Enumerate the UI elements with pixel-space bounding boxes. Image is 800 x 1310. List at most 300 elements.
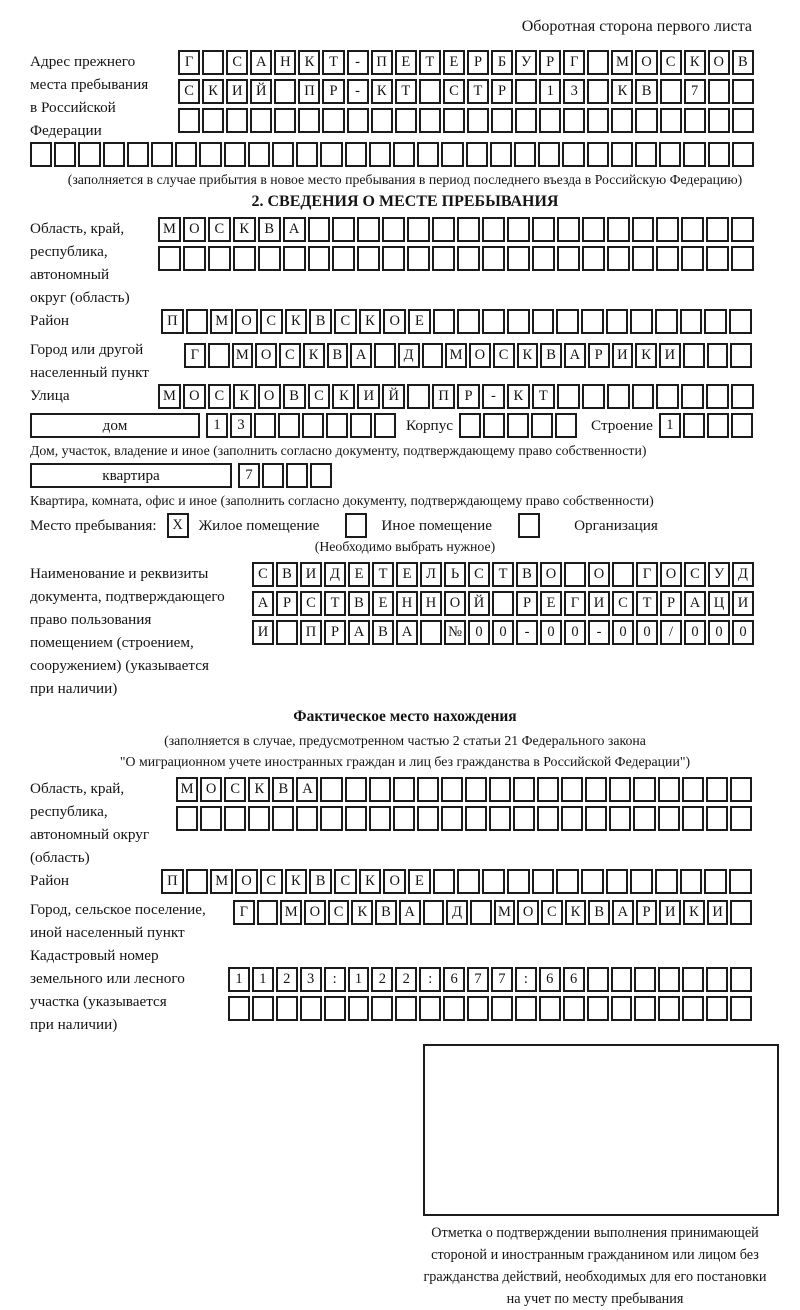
char-cell[interactable]: [420, 620, 442, 645]
char-cell[interactable]: И: [707, 900, 729, 925]
char-cell[interactable]: В: [588, 900, 610, 925]
char-cell[interactable]: [507, 246, 530, 271]
char-cell[interactable]: [561, 777, 583, 802]
char-cell[interactable]: И: [612, 343, 634, 368]
char-cell[interactable]: Р: [276, 591, 298, 616]
char-cell[interactable]: О: [183, 384, 206, 409]
char-cell[interactable]: [382, 217, 405, 242]
char-cell[interactable]: С: [468, 562, 490, 587]
char-cell[interactable]: И: [300, 562, 322, 587]
char-cell[interactable]: [308, 246, 331, 271]
char-cell[interactable]: [630, 309, 653, 334]
char-cell[interactable]: К: [684, 50, 706, 75]
char-cell[interactable]: Т: [532, 384, 555, 409]
char-cell[interactable]: 0: [708, 620, 730, 645]
char-cell[interactable]: Р: [324, 620, 346, 645]
char-cell[interactable]: [457, 869, 480, 894]
char-cell[interactable]: [532, 246, 555, 271]
char-cell[interactable]: А: [612, 900, 634, 925]
char-cell[interactable]: [186, 869, 209, 894]
char-cell[interactable]: [708, 142, 730, 167]
char-cell[interactable]: [632, 246, 655, 271]
char-cell[interactable]: [395, 996, 417, 1021]
char-cell[interactable]: [322, 108, 344, 133]
char-cell[interactable]: [581, 869, 604, 894]
char-cell[interactable]: [587, 79, 609, 104]
char-cell[interactable]: В: [516, 562, 538, 587]
char-cell[interactable]: М: [210, 869, 233, 894]
char-cell[interactable]: [563, 996, 585, 1021]
char-cell[interactable]: Е: [395, 50, 417, 75]
char-cell[interactable]: [350, 413, 372, 438]
char-cell[interactable]: О: [635, 50, 657, 75]
char-cell[interactable]: [507, 413, 529, 438]
char-cell[interactable]: [607, 384, 630, 409]
char-cell[interactable]: О: [304, 900, 326, 925]
char-cell[interactable]: О: [255, 343, 277, 368]
char-cell[interactable]: В: [309, 869, 332, 894]
char-cell[interactable]: [491, 996, 513, 1021]
char-cell[interactable]: Н: [420, 591, 442, 616]
char-cell[interactable]: [585, 806, 607, 831]
char-cell[interactable]: 6: [563, 967, 585, 992]
char-cell[interactable]: [587, 967, 609, 992]
char-cell[interactable]: [557, 217, 580, 242]
char-cell[interactable]: М: [280, 900, 302, 925]
char-cell[interactable]: С: [208, 384, 231, 409]
char-cell[interactable]: [347, 108, 369, 133]
char-cell[interactable]: [228, 996, 250, 1021]
char-cell[interactable]: С: [178, 79, 200, 104]
char-cell[interactable]: [158, 246, 181, 271]
char-cell[interactable]: К: [202, 79, 224, 104]
char-cell[interactable]: 0: [732, 620, 754, 645]
char-cell[interactable]: М: [445, 343, 467, 368]
char-cell[interactable]: [298, 108, 320, 133]
char-cell[interactable]: [202, 108, 224, 133]
char-cell[interactable]: А: [684, 591, 706, 616]
char-cell[interactable]: С: [334, 869, 357, 894]
char-cell[interactable]: [467, 996, 489, 1021]
char-cell[interactable]: [432, 217, 455, 242]
char-cell[interactable]: [682, 996, 704, 1021]
char-cell[interactable]: [432, 246, 455, 271]
char-cell[interactable]: [357, 217, 380, 242]
char-cell[interactable]: П: [298, 79, 320, 104]
char-cell[interactable]: О: [469, 343, 491, 368]
char-cell[interactable]: [407, 384, 430, 409]
char-cell[interactable]: К: [635, 343, 657, 368]
char-cell[interactable]: И: [357, 384, 380, 409]
char-cell[interactable]: И: [588, 591, 610, 616]
char-cell[interactable]: [606, 869, 629, 894]
char-cell[interactable]: К: [565, 900, 587, 925]
char-cell[interactable]: Е: [348, 562, 370, 587]
char-cell[interactable]: Г: [233, 900, 255, 925]
char-cell[interactable]: [371, 108, 393, 133]
char-cell[interactable]: [224, 806, 246, 831]
char-cell[interactable]: С: [334, 309, 357, 334]
char-cell[interactable]: Р: [636, 900, 658, 925]
char-cell[interactable]: [587, 50, 609, 75]
char-cell[interactable]: К: [611, 79, 633, 104]
char-cell[interactable]: [103, 142, 125, 167]
char-cell[interactable]: И: [659, 343, 681, 368]
char-cell[interactable]: Е: [540, 591, 562, 616]
char-cell[interactable]: Й: [250, 79, 272, 104]
char-cell[interactable]: [582, 384, 605, 409]
char-cell[interactable]: Р: [457, 384, 480, 409]
char-cell[interactable]: К: [233, 217, 256, 242]
char-cell[interactable]: А: [396, 620, 418, 645]
char-cell[interactable]: Е: [443, 50, 465, 75]
char-cell[interactable]: [296, 806, 318, 831]
char-cell[interactable]: [706, 806, 728, 831]
char-cell[interactable]: К: [248, 777, 270, 802]
char-cell[interactable]: -: [516, 620, 538, 645]
char-cell[interactable]: К: [233, 384, 256, 409]
char-cell[interactable]: К: [351, 900, 373, 925]
char-cell[interactable]: [655, 309, 678, 334]
char-cell[interactable]: С: [300, 591, 322, 616]
char-cell[interactable]: [632, 217, 655, 242]
char-cell[interactable]: [635, 108, 657, 133]
char-cell[interactable]: [581, 309, 604, 334]
char-cell[interactable]: [706, 967, 728, 992]
char-cell[interactable]: [729, 869, 752, 894]
char-cell[interactable]: Д: [324, 562, 346, 587]
char-cell[interactable]: [457, 246, 480, 271]
char-cell[interactable]: №: [444, 620, 466, 645]
char-cell[interactable]: С: [493, 343, 515, 368]
char-cell[interactable]: [419, 996, 441, 1021]
char-cell[interactable]: [417, 806, 439, 831]
char-cell[interactable]: О: [517, 900, 539, 925]
char-cell[interactable]: П: [161, 869, 184, 894]
char-cell[interactable]: И: [732, 591, 754, 616]
char-cell[interactable]: Р: [539, 50, 561, 75]
char-cell[interactable]: [393, 806, 415, 831]
char-cell[interactable]: [706, 217, 729, 242]
char-cell[interactable]: К: [332, 384, 355, 409]
char-cell[interactable]: [369, 142, 391, 167]
char-cell[interactable]: [556, 869, 579, 894]
char-cell[interactable]: [704, 309, 727, 334]
char-cell[interactable]: [262, 463, 284, 488]
char-cell[interactable]: К: [359, 869, 382, 894]
char-cell[interactable]: [224, 142, 246, 167]
char-cell[interactable]: Д: [398, 343, 420, 368]
char-cell[interactable]: [557, 384, 580, 409]
char-cell[interactable]: К: [285, 309, 308, 334]
char-cell[interactable]: [537, 806, 559, 831]
char-cell[interactable]: [611, 967, 633, 992]
char-cell[interactable]: 3: [230, 413, 252, 438]
char-cell[interactable]: 7: [684, 79, 706, 104]
char-cell[interactable]: [308, 217, 331, 242]
char-cell[interactable]: [729, 309, 752, 334]
char-cell[interactable]: А: [250, 50, 272, 75]
char-cell[interactable]: У: [515, 50, 537, 75]
char-cell[interactable]: М: [210, 309, 233, 334]
checkbox-other-premises[interactable]: [345, 513, 367, 538]
char-cell[interactable]: В: [276, 562, 298, 587]
char-cell[interactable]: [607, 217, 630, 242]
char-cell[interactable]: [731, 246, 754, 271]
char-cell[interactable]: [539, 996, 561, 1021]
char-cell[interactable]: [457, 217, 480, 242]
char-cell[interactable]: 6: [443, 967, 465, 992]
char-cell[interactable]: Р: [491, 79, 513, 104]
char-cell[interactable]: -: [588, 620, 610, 645]
char-cell[interactable]: Г: [563, 50, 585, 75]
char-cell[interactable]: И: [252, 620, 274, 645]
char-cell[interactable]: [489, 806, 511, 831]
char-cell[interactable]: [441, 806, 463, 831]
char-cell[interactable]: Р: [660, 591, 682, 616]
char-cell[interactable]: К: [683, 900, 705, 925]
char-cell[interactable]: [514, 142, 536, 167]
char-cell[interactable]: [457, 309, 480, 334]
char-cell[interactable]: Т: [372, 562, 394, 587]
char-cell[interactable]: [482, 309, 505, 334]
char-cell[interactable]: [441, 777, 463, 802]
char-cell[interactable]: [731, 384, 754, 409]
char-cell[interactable]: [731, 413, 753, 438]
char-cell[interactable]: Р: [516, 591, 538, 616]
char-cell[interactable]: О: [660, 562, 682, 587]
char-cell[interactable]: [538, 142, 560, 167]
char-cell[interactable]: 1: [348, 967, 370, 992]
char-cell[interactable]: П: [371, 50, 393, 75]
char-cell[interactable]: Т: [322, 50, 344, 75]
char-cell[interactable]: О: [200, 777, 222, 802]
char-cell[interactable]: [176, 806, 198, 831]
char-cell[interactable]: В: [540, 343, 562, 368]
char-cell[interactable]: В: [732, 50, 754, 75]
char-cell[interactable]: [272, 142, 294, 167]
char-cell[interactable]: С: [660, 50, 682, 75]
char-cell[interactable]: [467, 108, 489, 133]
char-cell[interactable]: Т: [636, 591, 658, 616]
char-cell[interactable]: Н: [396, 591, 418, 616]
char-cell[interactable]: Т: [395, 79, 417, 104]
char-cell[interactable]: [582, 217, 605, 242]
char-cell[interactable]: О: [588, 562, 610, 587]
char-cell[interactable]: Р: [322, 79, 344, 104]
char-cell[interactable]: [532, 217, 555, 242]
char-cell[interactable]: Г: [178, 50, 200, 75]
char-cell[interactable]: [633, 777, 655, 802]
checkbox-residential[interactable]: X: [167, 513, 189, 538]
char-cell[interactable]: [634, 967, 656, 992]
char-cell[interactable]: [443, 996, 465, 1021]
char-cell[interactable]: 0: [468, 620, 490, 645]
char-cell[interactable]: [466, 142, 488, 167]
char-cell[interactable]: [658, 996, 680, 1021]
char-cell[interactable]: [226, 108, 248, 133]
char-cell[interactable]: 0: [636, 620, 658, 645]
char-cell[interactable]: [151, 142, 173, 167]
char-cell[interactable]: [272, 806, 294, 831]
char-cell[interactable]: С: [224, 777, 246, 802]
char-cell[interactable]: С: [252, 562, 274, 587]
char-cell[interactable]: О: [383, 309, 406, 334]
char-cell[interactable]: [730, 343, 752, 368]
char-cell[interactable]: П: [300, 620, 322, 645]
char-cell[interactable]: М: [611, 50, 633, 75]
char-cell[interactable]: [732, 79, 754, 104]
char-cell[interactable]: [200, 806, 222, 831]
char-cell[interactable]: В: [348, 591, 370, 616]
char-cell[interactable]: [730, 996, 752, 1021]
char-cell[interactable]: [345, 806, 367, 831]
char-cell[interactable]: К: [359, 309, 382, 334]
char-cell[interactable]: О: [235, 309, 258, 334]
char-cell[interactable]: [441, 142, 463, 167]
char-cell[interactable]: М: [232, 343, 254, 368]
char-cell[interactable]: [706, 246, 729, 271]
char-cell[interactable]: К: [507, 384, 530, 409]
char-cell[interactable]: 0: [492, 620, 514, 645]
char-cell[interactable]: [706, 996, 728, 1021]
char-cell[interactable]: Ц: [708, 591, 730, 616]
char-cell[interactable]: Б: [491, 50, 513, 75]
char-cell[interactable]: [395, 108, 417, 133]
char-cell[interactable]: [208, 246, 231, 271]
char-cell[interactable]: [423, 900, 445, 925]
char-cell[interactable]: [300, 996, 322, 1021]
char-cell[interactable]: П: [161, 309, 184, 334]
char-cell[interactable]: [564, 562, 586, 587]
char-cell[interactable]: Л: [420, 562, 442, 587]
char-cell[interactable]: [684, 108, 706, 133]
char-cell[interactable]: [254, 413, 276, 438]
char-cell[interactable]: [656, 246, 679, 271]
char-cell[interactable]: А: [399, 900, 421, 925]
char-cell[interactable]: С: [684, 562, 706, 587]
char-cell[interactable]: [175, 142, 197, 167]
char-cell[interactable]: Р: [588, 343, 610, 368]
char-cell[interactable]: [680, 309, 703, 334]
char-cell[interactable]: [320, 777, 342, 802]
char-cell[interactable]: К: [371, 79, 393, 104]
char-cell[interactable]: [606, 309, 629, 334]
char-cell[interactable]: [658, 967, 680, 992]
char-cell[interactable]: 3: [563, 79, 585, 104]
char-cell[interactable]: [127, 142, 149, 167]
char-cell[interactable]: [233, 246, 256, 271]
char-cell[interactable]: [374, 413, 396, 438]
char-cell[interactable]: [730, 967, 752, 992]
char-cell[interactable]: С: [208, 217, 231, 242]
char-cell[interactable]: [515, 79, 537, 104]
char-cell[interactable]: К: [303, 343, 325, 368]
char-cell[interactable]: 6: [539, 967, 561, 992]
char-cell[interactable]: [250, 108, 272, 133]
char-cell[interactable]: Й: [382, 384, 405, 409]
char-cell[interactable]: [258, 246, 281, 271]
char-cell[interactable]: -: [482, 384, 505, 409]
char-cell[interactable]: П: [432, 384, 455, 409]
char-cell[interactable]: [658, 806, 680, 831]
char-cell[interactable]: [532, 869, 555, 894]
char-cell[interactable]: [682, 967, 704, 992]
char-cell[interactable]: [417, 777, 439, 802]
char-cell[interactable]: Е: [396, 562, 418, 587]
char-cell[interactable]: С: [328, 900, 350, 925]
char-cell[interactable]: [178, 108, 200, 133]
char-cell[interactable]: [482, 246, 505, 271]
char-cell[interactable]: [731, 217, 754, 242]
char-cell[interactable]: [433, 309, 456, 334]
char-cell[interactable]: [563, 108, 585, 133]
char-cell[interactable]: [561, 806, 583, 831]
char-cell[interactable]: М: [158, 217, 181, 242]
char-cell[interactable]: [30, 142, 52, 167]
char-cell[interactable]: [470, 900, 492, 925]
char-cell[interactable]: [371, 996, 393, 1021]
char-cell[interactable]: [680, 869, 703, 894]
char-cell[interactable]: У: [708, 562, 730, 587]
char-cell[interactable]: [730, 806, 752, 831]
char-cell[interactable]: С: [226, 50, 248, 75]
char-cell[interactable]: [465, 777, 487, 802]
char-cell[interactable]: М: [494, 900, 516, 925]
char-cell[interactable]: [465, 806, 487, 831]
char-cell[interactable]: А: [350, 343, 372, 368]
char-cell[interactable]: :: [324, 967, 346, 992]
char-cell[interactable]: А: [283, 217, 306, 242]
char-cell[interactable]: [248, 142, 270, 167]
char-cell[interactable]: 1: [206, 413, 228, 438]
char-cell[interactable]: 1: [228, 967, 250, 992]
char-cell[interactable]: В: [309, 309, 332, 334]
char-cell[interactable]: [730, 777, 752, 802]
char-cell[interactable]: [393, 142, 415, 167]
char-cell[interactable]: [656, 217, 679, 242]
char-cell[interactable]: Т: [419, 50, 441, 75]
char-cell[interactable]: [422, 343, 444, 368]
char-cell[interactable]: Т: [492, 562, 514, 587]
char-cell[interactable]: [302, 413, 324, 438]
char-cell[interactable]: [704, 869, 727, 894]
checkbox-organization[interactable]: [518, 513, 540, 538]
char-cell[interactable]: [660, 79, 682, 104]
char-cell[interactable]: [556, 309, 579, 334]
char-cell[interactable]: [417, 142, 439, 167]
char-cell[interactable]: Н: [274, 50, 296, 75]
char-cell[interactable]: А: [348, 620, 370, 645]
char-cell[interactable]: А: [564, 343, 586, 368]
char-cell[interactable]: 0: [684, 620, 706, 645]
char-cell[interactable]: [491, 108, 513, 133]
char-cell[interactable]: [345, 777, 367, 802]
char-cell[interactable]: [537, 777, 559, 802]
char-cell[interactable]: О: [183, 217, 206, 242]
char-cell[interactable]: [507, 869, 530, 894]
char-cell[interactable]: [278, 413, 300, 438]
char-cell[interactable]: [492, 591, 514, 616]
char-cell[interactable]: С: [541, 900, 563, 925]
char-cell[interactable]: [513, 806, 535, 831]
char-cell[interactable]: [706, 384, 729, 409]
char-cell[interactable]: [532, 309, 555, 334]
char-cell[interactable]: [274, 108, 296, 133]
char-cell[interactable]: [257, 900, 279, 925]
char-cell[interactable]: [655, 869, 678, 894]
char-cell[interactable]: [283, 246, 306, 271]
